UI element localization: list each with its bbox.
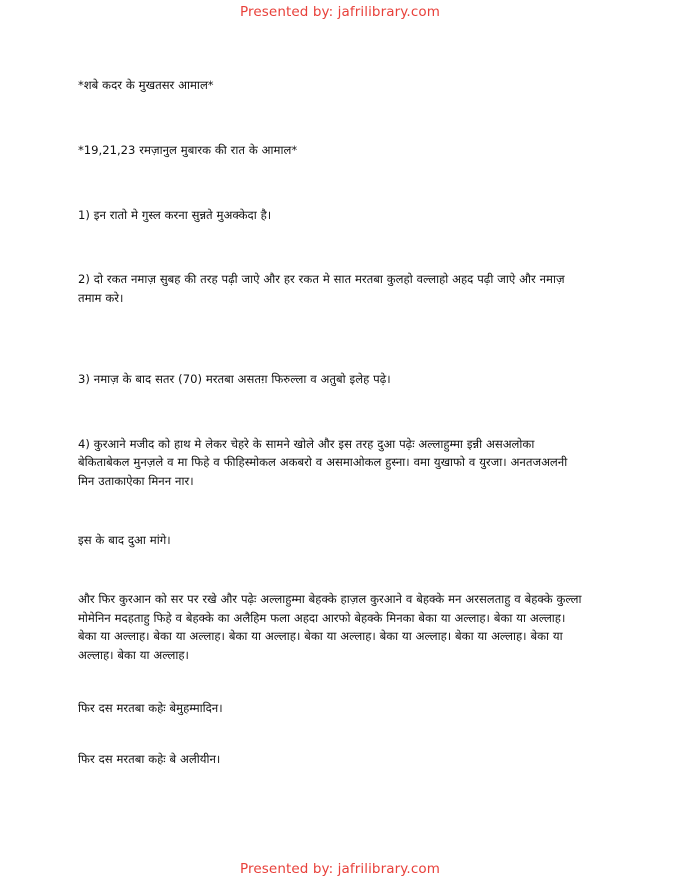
spacer: [78, 718, 586, 750]
paragraph-item-2: 2) दो रकत नमाज़ सुबह की तरह पढ़ी जाऐ और हर रकत मे सात मरतबा कुलहो वल्लाहो अहद पढ़ी जाऐ और नमाज़ तमाम करे।: [78, 272, 565, 306]
spacer: [78, 224, 586, 270]
paragraph-subtitle: *19,21,23 रमज़ानुल मुबारक की रात के आमाल*: [78, 142, 298, 157]
paragraph-item-1: 1) इन रातो मे गुस्ल करना सुन्नते मुअक्केदा है।: [78, 207, 272, 222]
paragraph-title: *शबे कदर के मुखतसर आमाल*: [78, 78, 214, 92]
spacer: [78, 550, 586, 590]
spacer: [78, 95, 586, 141]
spacer: [78, 491, 586, 531]
document-body: [78, 76, 586, 769]
spacer: [78, 308, 586, 370]
paragraph-dua-note: इस के बाद दुआ मांगे।: [78, 533, 171, 548]
paragraph-muhammadin: फिर दस मरतबा कहेः बेमुहम्मादिन।: [78, 700, 223, 715]
watermark-top: Presented by: jafrilibrary.com: [240, 4, 440, 20]
watermark-bottom: Presented by: jafrilibrary.com: [240, 861, 440, 877]
paragraph-item-4: 4) कुरआने मजीद को हाथ मे लेकर चेहरे के सामने खोले और इस तरह दुआ पढ़ेः अल्लाहुम्मा इन्नी असअलोका बेकिताबेकल मुनज़ले व मा फिहे व फीहिस्मोकल अकबरो व असमाओकल हुस्ना। वमा युखाफो व युरजा। अनतजअलनी मिन उताकाऐका मिनन नार।: [78, 436, 568, 489]
spacer: [78, 665, 586, 699]
paragraph-item-3: 3) नमाज़ के बाद सतर (70) मरतबा असतग़ फिरुल्ला व अतुबो इलेह पढ़े।: [78, 371, 391, 386]
spacer: [78, 389, 586, 435]
paragraph-quran-dua: और फिर कुरआन को सर पर रखे और पढ़ेः अल्लाहुम्मा बेहक्के हाज़ल कुरआने व बेहक्के मन अरसलताहु व बेहक्के कुल्ला मोमेनिन मदहताहु फिहे व बेहक्के का अलैहिम फला अहदा आरफो बेहक्के मिनका बेका या अल्लाह। बेका या अल्लाह। बेका या अल्लाह। बेका या अल्लाह। बेका या अल्लाह। बेका या अल्लाह। बेका या अल्लाह। बेका या अल्लाह। बेका या अल्लाह। बेका या अल्लाह।: [78, 591, 582, 663]
paragraph-aliyyin: फिर दस मरतबा कहेः बे अलीयीन।: [78, 751, 221, 766]
spacer: [78, 160, 586, 206]
